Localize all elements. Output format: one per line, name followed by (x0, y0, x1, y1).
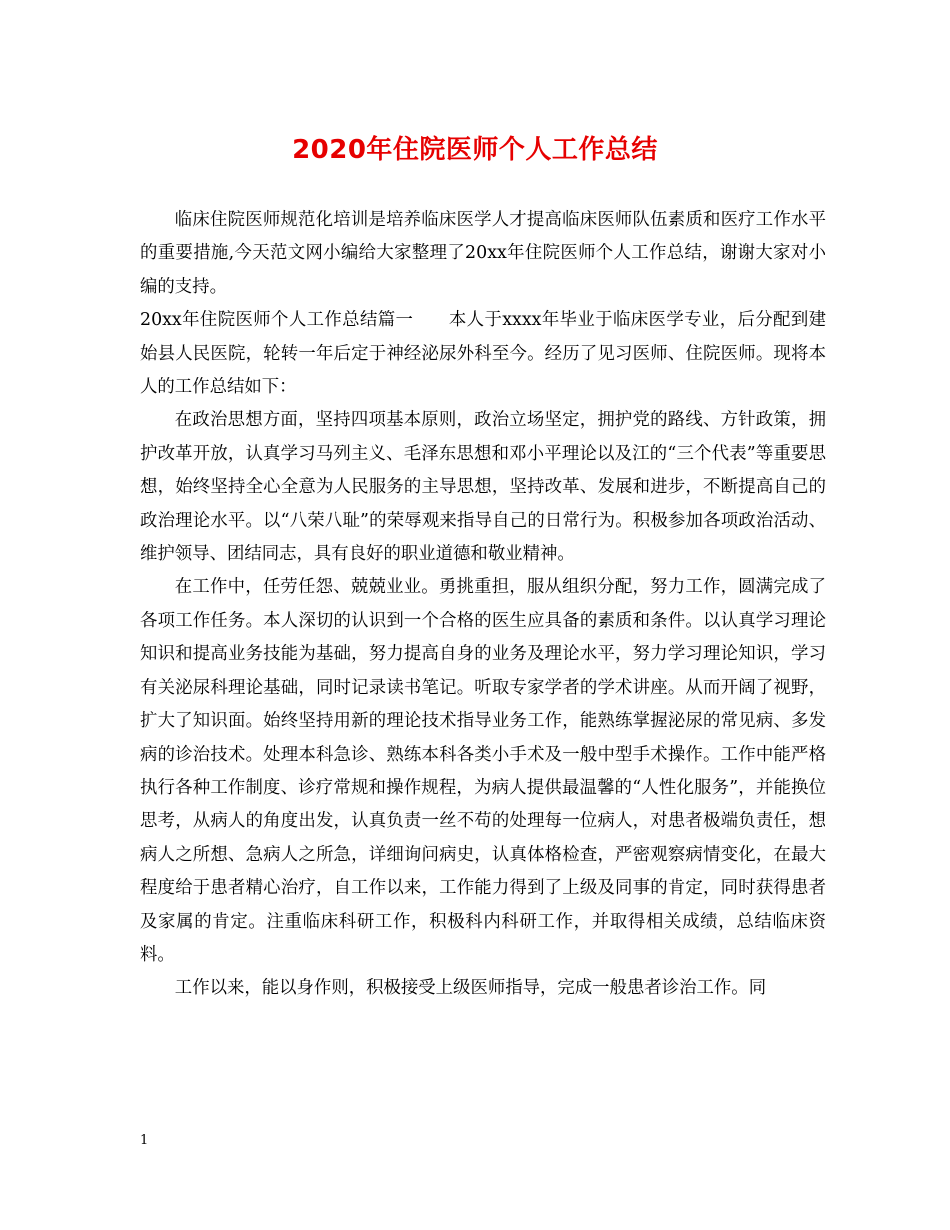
body-paragraph: 在工作中，任劳任怨、兢兢业业。勇挑重担，服从组织分配，努力工作，圆满完成了各项工作任务。本人深切的认识到一个合格的医生应具备的素质和条件。以认真学习理论知识和提高业务技能为基础，努力提高自身的业务及理论水平，努力学习理论知识，学习有关泌尿科理论基础，同时记录读书笔记。听取专家学者的学术讲座。从而开阔了视野，扩大了知识面。始终坚持用新的理论技术指导业务工作，能熟练掌握泌尿的常见病、多发病的诊治技术。处理本科急诊、熟练本科各类小手术及一般中型手术操作。工作中能严格执行各种工作制度、诊疗常规和操作规程，为病人提供最温馨的“人性化服务”，并能换位思考，从病人的角度出发，认真负责一丝不苟的处理每一位病人，对患者极端负责任，想病人之所想、急病人之所急，详细询问病史，认真体格检查，严密观察病情变化，在最大程度给于患者精心治疗，自工作以来，工作能力得到了上级及同事的肯定，同时获得患者及家属的肯定。注重临床科研工作，积极科内科研工作，并取得相关成绩，总结临床资料。 (140, 577, 826, 965)
document-body (140, 204, 826, 1006)
body-paragraph: 在政治思想方面，坚持四项基本原则，政治立场坚定，拥护党的路线、方针政策，拥护改革开放，认真学习马列主义、毛泽东思想和邓小平理论以及江的“三个代表”等重要思想，始终坚持全心全意为人民服务的主导思想，坚持改革、发展和进步，不断提高自己的政治理论水平。以“八荣八耻”的荣辱观来指导自己的日常行为。积极参加各项政治活动、维护领导、团结同志，具有良好的职业道德和敬业精神。 (140, 410, 826, 565)
page-number: 1 (140, 1133, 149, 1148)
body-paragraph: 20xx年住院医师个人工作总结篇一 本人于xxxx年毕业于临床医学专业，后分配到建始县人民医院，轮转一年后定于神经泌尿外科至今。经历了见习医师、住院医师。现将本人的工作总结如下： (140, 310, 826, 398)
document-title: 2020年住院医师个人工作总结 (292, 135, 658, 165)
body-paragraph: 工作以来，能以身作则，积极接受上级医师指导，完成一般患者诊治工作。同 (174, 978, 767, 999)
body-paragraph: 临床住院医师规范化培训是培养临床医学人才提高临床医师队伍素质和医疗工作水平的重要措施,今天范文网小编给大家整理了20xx年住院医师个人工作总结，谢谢大家对小编的支持。 (140, 210, 826, 297)
